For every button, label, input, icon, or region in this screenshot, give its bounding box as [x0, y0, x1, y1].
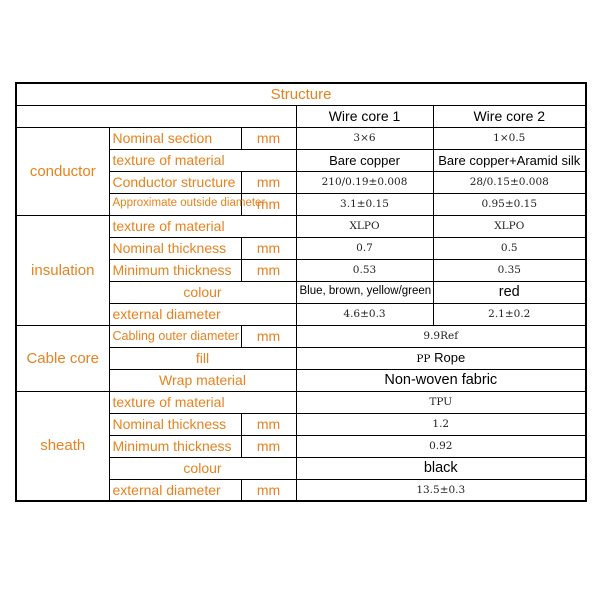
- group-insulation: insulation: [16, 215, 109, 325]
- shared-value: Non-woven fabric: [296, 369, 586, 391]
- core1-value: 3.1±0.15: [296, 193, 433, 215]
- param-label: Conductor structure: [109, 171, 241, 193]
- core2-value: 1×0.5: [433, 127, 586, 149]
- param-label: texture of material: [109, 149, 296, 171]
- param-label: Wrap material: [109, 369, 296, 391]
- table-title: Structure: [16, 83, 586, 105]
- param-unit: mm: [241, 237, 296, 259]
- param-unit: mm: [241, 413, 296, 435]
- core2-value: 0.95±0.15: [433, 193, 586, 215]
- table-row: [16, 325, 586, 347]
- param-unit: mm: [241, 171, 296, 193]
- title-row: [16, 83, 586, 105]
- table-row: [16, 391, 586, 413]
- header-row: [16, 105, 586, 127]
- core1-value: Bare copper: [296, 149, 433, 171]
- core1-value: Blue, brown, yellow/green: [296, 281, 433, 303]
- param-label: Nominal thickness: [109, 413, 241, 435]
- shared-value: black: [296, 457, 586, 479]
- header-wire-core-2: Wire core 2: [433, 105, 586, 127]
- core1-value: 0.53: [296, 259, 433, 281]
- param-label: Minimum thickness: [109, 259, 241, 281]
- shared-value: [296, 347, 586, 369]
- core2-value: 0.5: [433, 237, 586, 259]
- shared-value: 13.5±0.3: [296, 479, 586, 501]
- core1-value: 210/0.19±0.008: [296, 171, 433, 193]
- structure-table: [15, 82, 587, 502]
- value-text: Rope: [434, 350, 466, 366]
- param-unit: mm: [241, 193, 296, 215]
- core1-value: 3×6: [296, 127, 433, 149]
- param-label: texture of material: [109, 215, 296, 237]
- param-label: external diameter: [109, 303, 296, 325]
- shared-value: 0.92: [296, 435, 586, 457]
- core2-value: XLPO: [433, 215, 586, 237]
- param-unit: mm: [241, 435, 296, 457]
- core2-value: 2.1±0.2: [433, 303, 586, 325]
- shared-value: 9.9Ref: [296, 325, 586, 347]
- table-row: [16, 127, 586, 149]
- param-label: texture of material: [109, 391, 296, 413]
- core2-value: 28/0.15±0.008: [433, 171, 586, 193]
- param-label: fill: [109, 347, 296, 369]
- param-label: external diameter: [109, 479, 241, 501]
- shared-value: 1.2: [296, 413, 586, 435]
- core2-value: Bare copper+Aramid silk: [433, 149, 586, 171]
- param-unit: mm: [241, 127, 296, 149]
- group-sheath: sheath: [16, 391, 109, 501]
- param-label: Nominal section: [109, 127, 241, 149]
- group-cable-core: Cable core: [16, 325, 109, 391]
- header-blank: [16, 105, 296, 127]
- param-label: colour: [109, 457, 296, 479]
- group-conductor: conductor: [16, 127, 109, 215]
- shared-value: TPU: [296, 391, 586, 413]
- param-label: Nominal thickness: [109, 237, 241, 259]
- value-prefix: PP: [416, 353, 431, 366]
- param-unit: mm: [241, 325, 296, 347]
- header-wire-core-1: Wire core 1: [296, 105, 433, 127]
- param-label: Approximate outside diameter: [109, 193, 241, 215]
- table-row: [16, 215, 586, 237]
- param-label: Cabling outer diameter: [109, 325, 241, 347]
- param-unit: mm: [241, 479, 296, 501]
- param-label: Minimum thickness: [109, 435, 241, 457]
- core1-value: 0.7: [296, 237, 433, 259]
- core1-value: 4.6±0.3: [296, 303, 433, 325]
- param-unit: mm: [241, 259, 296, 281]
- core2-value: red: [433, 281, 586, 303]
- param-label: colour: [109, 281, 296, 303]
- core1-value: XLPO: [296, 215, 433, 237]
- core2-value: 0.35: [433, 259, 586, 281]
